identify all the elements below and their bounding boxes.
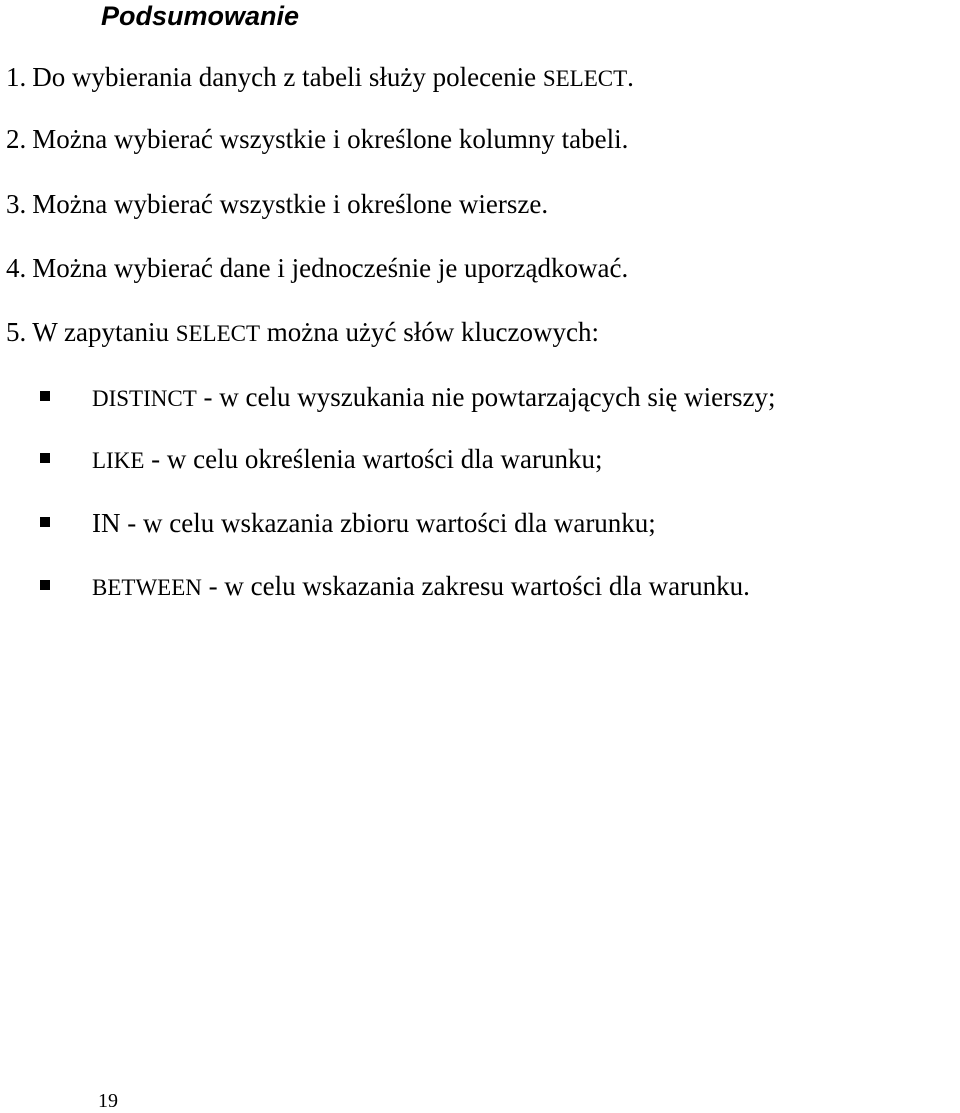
keyword-description: [92, 569, 750, 605]
keyword-name: IN: [92, 508, 121, 538]
summary-point-2: [6, 122, 628, 156]
keyword-description: [92, 380, 776, 416]
keyword-select: SELECT: [175, 321, 261, 346]
summary-point-3: [6, 187, 548, 221]
square-bullet-icon: [40, 391, 50, 401]
point-number: 5.: [6, 317, 27, 347]
point-text: W zapytaniu: [32, 317, 176, 347]
point-number: 2.: [6, 124, 27, 154]
summary-point-5: [6, 315, 599, 351]
point-text: Można wybierać dane i jednocześnie je uporządkować.: [32, 253, 629, 283]
keyword-explanation: - w celu określenia wartości dla warunku;: [144, 444, 603, 474]
point-text: Można wybierać wszystkie i określone wiersze.: [32, 189, 549, 219]
point-number: 3.: [6, 189, 27, 219]
page-heading: Podsumowanie: [101, 1, 300, 31]
point-number: 4.: [6, 253, 27, 283]
square-bullet-icon: [40, 580, 50, 590]
keyword-explanation: - w celu wskazania zbioru wartości dla warunku;: [120, 508, 656, 538]
keyword-name: DISTINCT: [92, 386, 197, 411]
keyword-description: [92, 506, 656, 540]
page-number: 19: [98, 1090, 118, 1112]
point-text-end: można użyć słów kluczowych:: [260, 317, 599, 347]
summary-point-4: [6, 251, 628, 285]
point-text: Można wybierać wszystkie i określone kolumny tabeli.: [32, 124, 629, 154]
keyword-select: SELECT: [542, 66, 628, 91]
keyword-name: LIKE: [92, 448, 145, 473]
keyword-explanation: - w celu wyszukania nie powtarzających się wierszy;: [196, 382, 776, 412]
keyword-description: [92, 442, 602, 478]
keyword-name: BETWEEN: [92, 575, 202, 600]
square-bullet-icon: [40, 453, 50, 463]
point-text: Do wybierania danych z tabeli służy polecenie: [32, 62, 543, 92]
point-text-end: .: [627, 62, 634, 92]
keyword-explanation: - w celu wskazania zakresu wartości dla warunku.: [201, 571, 750, 601]
summary-point-1: [6, 60, 634, 96]
point-number: 1.: [6, 62, 27, 92]
square-bullet-icon: [40, 517, 50, 527]
